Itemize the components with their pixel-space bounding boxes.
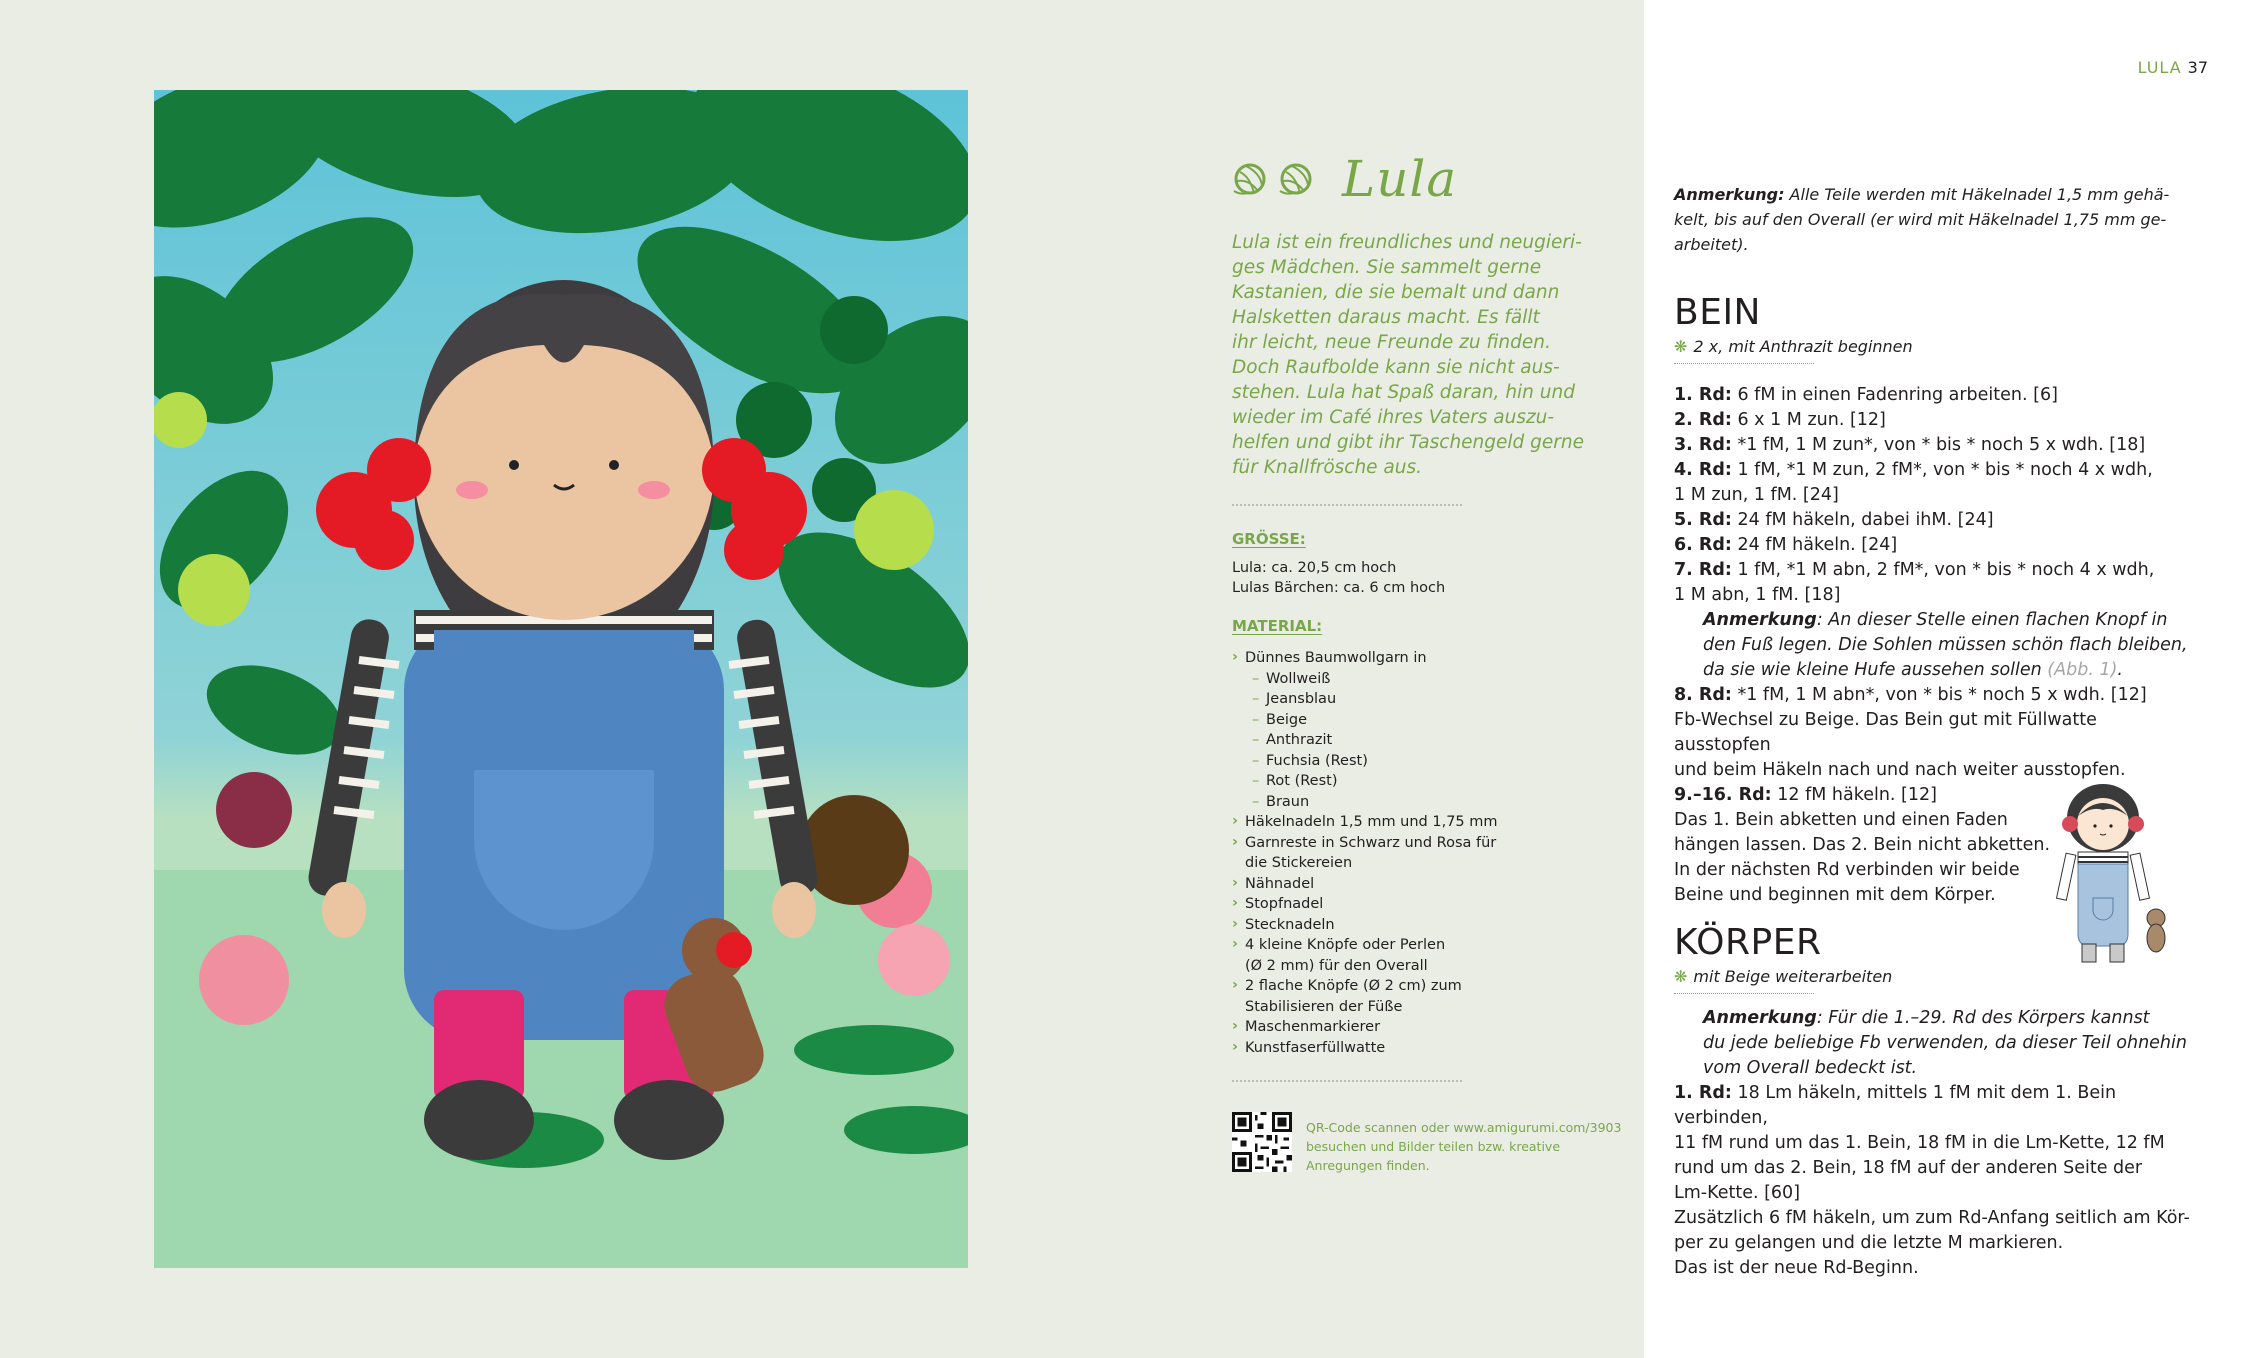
page-number: 37 — [2187, 58, 2208, 77]
intro-line: helfen und gibt ihr Taschengeld gerne — [1232, 432, 1584, 453]
material-item-text: Nähnadel — [1245, 875, 1315, 892]
intro-line: ihr leicht, neue Freunde zu finden. — [1232, 332, 1551, 353]
note-text: kelt, bis auf den Overall (er wird mit Häkelnadel 1,75 mm ge- — [1674, 210, 2167, 229]
round-text: rund um das 2. Bein, 18 fM auf der anderen Seite der — [1674, 1158, 2143, 1178]
yarn-ball-icon — [1278, 161, 1314, 197]
yarn-color: – Wollweiß — [1232, 669, 1532, 690]
material-item-text: Garnreste in Schwarz und Rosa für — [1245, 834, 1497, 851]
material-item — [1232, 935, 1532, 976]
note-text: den Fuß legen. Die Sohlen müssen schön flach bleiben, — [1703, 635, 2188, 655]
round-text: 1 M zun, 1 fM. [24] — [1674, 485, 1839, 505]
figure-reference[interactable]: (Abb. 1) — [2047, 660, 2118, 680]
yarn-color: – Fuchsia (Rest) — [1232, 751, 1532, 772]
general-note — [1674, 182, 2184, 257]
round-line — [1674, 533, 2194, 558]
size-line: Lulas Bärchen: ca. 6 cm hoch — [1232, 580, 1446, 596]
size-line: Lula: ca. 20,5 cm hoch — [1232, 560, 1397, 576]
koerper-instructions — [1674, 1006, 2194, 1281]
intro-line: ges Mädchen. Sie sammelt gerne — [1232, 257, 1542, 278]
qr-instructions — [1306, 1118, 1626, 1175]
pattern-title: Lula — [1342, 150, 1458, 208]
material-item-text: Maschenmarkierer — [1245, 1019, 1381, 1035]
material-item-text: Stabilisieren der Füße — [1245, 998, 1403, 1015]
round-text: 1 fM, *1 M abn, 2 fM*, von * bis * noch 4 x wdh, — [1731, 560, 2155, 580]
instruction-line: hängen lassen. Das 2. Bein nicht abketten. — [1674, 835, 2051, 855]
material-item — [1232, 915, 1532, 936]
round-line — [1674, 1081, 2194, 1206]
intro-line: Kastanien, die sie bemalt und dann — [1232, 282, 1560, 303]
round-label: 1. Rd: — [1674, 385, 1732, 405]
round-label: 2. Rd: — [1674, 410, 1732, 430]
yarn-color: – Rot (Rest) — [1232, 771, 1532, 792]
note-text: du jede beliebige Fb verwenden, da dieser Teil ohnehin — [1703, 1033, 2187, 1053]
round-line — [1674, 558, 2194, 608]
yarn-ball-icon — [1232, 161, 1268, 197]
pattern-intro — [1232, 230, 1592, 480]
page-header — [2138, 58, 2208, 77]
instruction-line: Zusätzlich 6 fM häkeln, um zum Rd-Anfang seitlich am Kör- — [1674, 1208, 2190, 1228]
section-subtitle — [1674, 967, 1892, 986]
round-line — [1674, 408, 2194, 433]
material-item-text: Kunstfaserfüllwatte — [1245, 1039, 1386, 1056]
qr-code-icon[interactable] — [1232, 1112, 1292, 1172]
round-text: 1 fM, *1 M zun, 2 fM*, von * bis * noch 4 x wdh, — [1731, 460, 2153, 480]
round-text: 1 M abn, 1 fM. [18] — [1674, 585, 1841, 605]
material-list — [1232, 648, 1532, 1058]
material-item — [1232, 1017, 1532, 1038]
instruction-line: Beine und beginnen mit dem Körper. — [1674, 885, 1996, 905]
instruction-line: Das 1. Bein abketten und einen Faden — [1674, 810, 2008, 830]
instruction-line: Das ist der neue Rd-Beginn. — [1674, 1258, 1919, 1278]
round-text: Lm-Kette. [60] — [1674, 1183, 1801, 1203]
material-item-text: 2 flache Knöpfe (Ø 2 cm) zum — [1245, 978, 1462, 994]
material-item: › Dünnes Baumwollgarn in — [1232, 648, 1532, 669]
round-label: 1. Rd: — [1674, 1083, 1732, 1103]
material-item-text: Häkelnadeln 1,5 mm und 1,75 mm — [1245, 814, 1498, 830]
material-item-text: 4 kleine Knöpfe oder Perlen — [1245, 937, 1446, 953]
section-title-bein: BEIN — [1674, 292, 1761, 333]
divider — [1674, 993, 1814, 994]
lula-doll-photo — [154, 90, 968, 1268]
round-text: *1 fM, 1 M abn*, von * bis * noch 5 x wdh. [12] — [1731, 685, 2147, 705]
material-heading: MATERIAL: — [1232, 617, 1323, 635]
round-line — [1674, 508, 2194, 533]
instruction-text — [1674, 1206, 2194, 1281]
material-item — [1232, 894, 1532, 915]
lula-sketch-illustration — [2048, 778, 2178, 983]
section-subtitle — [1674, 337, 1913, 356]
material-item-text: Stecknadeln — [1245, 916, 1335, 933]
note-text: : An dieser Stelle einen flachen Knopf in — [1816, 610, 2168, 630]
instruction-line: und beim Häkeln nach und nach weiter ausstopfen. — [1674, 760, 2126, 780]
material-item-text: die Stickereien — [1245, 855, 1353, 871]
material-item — [1232, 976, 1532, 1017]
round-line — [1674, 683, 2194, 708]
round-line — [1674, 433, 2194, 458]
qr-text-line: Anregungen finden. — [1306, 1158, 1430, 1173]
note-text: : Für die 1.–29. Rd des Körpers kannst — [1816, 1008, 2150, 1028]
note-text: arbeitet). — [1674, 235, 1749, 254]
note-label: Anmerkung — [1703, 610, 1817, 630]
round-text: 12 fM häkeln. [12] — [1771, 785, 1937, 805]
round-text: *1 fM, 1 M zun*, von * bis * noch 5 x wdh. [18] — [1731, 435, 2146, 455]
instruction-line: In der nächsten Rd verbinden wir beide — [1674, 860, 2020, 880]
material-item-text: (Ø 2 mm) für den Overall — [1245, 957, 1428, 974]
round-text: 6 fM in einen Fadenring arbeiten. [6] — [1731, 385, 2058, 405]
instruction-line: Fb-Wechsel zu Beige. Das Bein gut mit Füllwatte ausstopfen — [1674, 710, 2097, 755]
koerper-note — [1703, 1006, 2194, 1081]
intro-line: stehen. Lula hat Spaß daran, hin und — [1232, 382, 1575, 403]
intro-line: wieder im Café ihres Vaters auszu- — [1232, 407, 1555, 428]
intro-line: für Knallfrösche aus. — [1232, 457, 1423, 478]
divider — [1232, 1080, 1462, 1082]
note-text: vom Overall bedeckt ist. — [1703, 1058, 1918, 1078]
round-label: 3. Rd: — [1674, 435, 1732, 455]
round-label: 7. Rd: — [1674, 560, 1732, 580]
running-head: LULA — [2137, 58, 2182, 77]
divider — [1674, 363, 1814, 364]
round-text: 24 fM häkeln, dabei ihM. [24] — [1731, 510, 1994, 530]
round-text: 6 x 1 M zun. [12] — [1731, 410, 1886, 430]
instruction-text — [1674, 708, 2194, 783]
round-line — [1674, 383, 2194, 408]
qr-text-line: QR-Code scannen oder www.amigurumi.com/3903 — [1306, 1120, 1622, 1135]
bein-note — [1703, 608, 2194, 683]
material-item — [1232, 833, 1532, 874]
size-lines — [1232, 558, 1445, 598]
pattern-title-row — [1232, 150, 1457, 208]
round-label: 8. Rd: — [1674, 685, 1732, 705]
round-text: 18 Lm häkeln, mittels 1 fM mit dem 1. Bein verbinden, — [1674, 1083, 2117, 1128]
round-label: 6. Rd: — [1674, 535, 1732, 555]
round-label: 4. Rd: — [1674, 460, 1732, 480]
doll-photo-illustration — [154, 90, 968, 1268]
intro-line: Lula ist ein freundliches und neugieri- — [1232, 232, 1582, 253]
round-text: 11 fM rund um das 1. Bein, 18 fM in die Lm-Kette, 12 fM — [1674, 1133, 2165, 1153]
yarn-color: – Braun — [1232, 792, 1532, 813]
yarn-color: – Anthrazit — [1232, 730, 1532, 751]
size-heading: GRÖSSE: — [1232, 530, 1306, 548]
material-item — [1232, 812, 1532, 833]
material-item-text: Stopfnadel — [1245, 896, 1324, 912]
section-title-koerper: KÖRPER — [1674, 922, 1822, 963]
note-text: . — [2117, 660, 2123, 680]
note-text: da sie wie kleine Hufe aussehen sollen — [1703, 660, 2048, 680]
intro-line: Doch Raufbolde kann sie nicht aus- — [1232, 357, 1560, 378]
material-item — [1232, 1038, 1532, 1059]
note-label: Anmerkung: — [1674, 185, 1785, 204]
qr-text-line: besuchen und Bilder teilen bzw. kreative — [1306, 1139, 1561, 1154]
note-label: Anmerkung — [1703, 1008, 1817, 1028]
flower-icon: ❋ — [1674, 337, 1688, 356]
round-label: 5. Rd: — [1674, 510, 1732, 530]
material-item — [1232, 874, 1532, 895]
round-text: 24 fM häkeln. [24] — [1731, 535, 1898, 555]
section-subtitle-text: 2 x, mit Anthrazit beginnen — [1693, 337, 1913, 356]
intro-line: Halsketten daraus macht. Es fällt — [1232, 307, 1540, 328]
yarn-color: – Beige — [1232, 710, 1532, 731]
note-text: Alle Teile werden mit Häkelnadel 1,5 mm gehä- — [1784, 185, 2170, 204]
divider — [1232, 504, 1462, 506]
round-line — [1674, 458, 2194, 508]
yarn-color: – Jeansblau — [1232, 689, 1532, 710]
instruction-line: per zu gelangen und die letzte M markieren. — [1674, 1233, 2064, 1253]
round-label: 9.–16. Rd: — [1674, 785, 1772, 805]
flower-icon: ❋ — [1674, 967, 1688, 986]
section-subtitle-text: mit Beige weiterarbeiten — [1693, 967, 1893, 986]
